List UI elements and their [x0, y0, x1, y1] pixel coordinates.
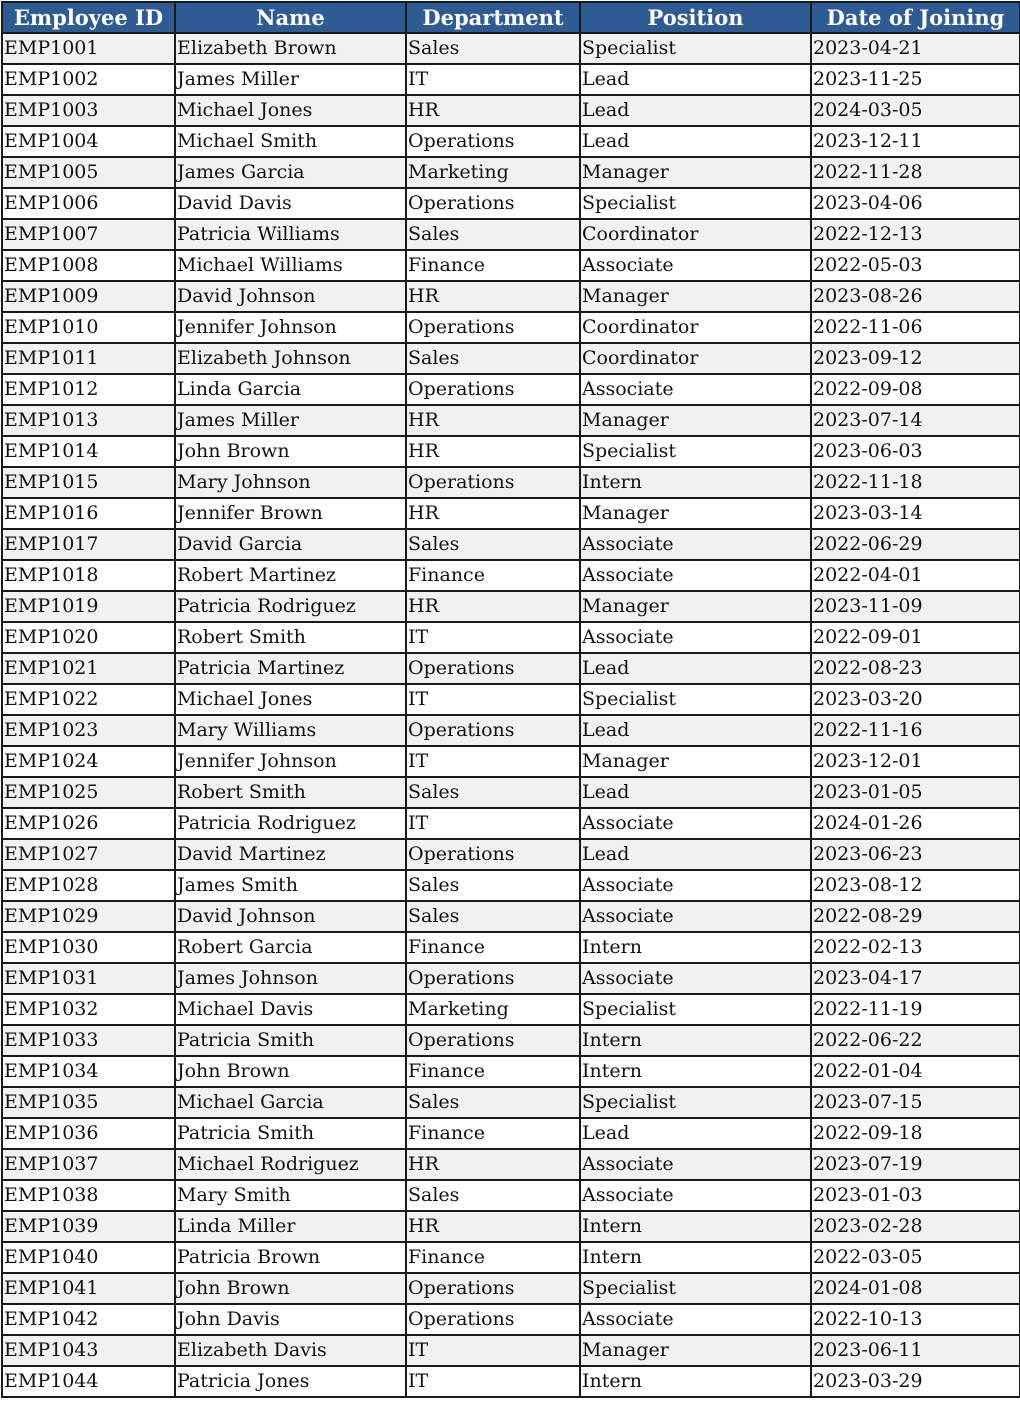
- date-of-joining-cell[interactable]: 2023-09-12: [811, 343, 1020, 374]
- table-row: [2, 746, 1020, 777]
- table-row: [2, 932, 1020, 963]
- name-cell[interactable]: Mary Johnson: [175, 467, 406, 498]
- date-of-joining-cell[interactable]: 2023-03-14: [811, 498, 1020, 529]
- table-row: [2, 343, 1020, 374]
- employee-id-cell[interactable]: EMP1011: [2, 343, 175, 374]
- table-body: [2, 33, 1020, 1397]
- department-cell[interactable]: IT: [406, 622, 580, 653]
- name-cell[interactable]: James Johnson: [175, 963, 406, 994]
- table-row: [2, 1149, 1020, 1180]
- name-cell[interactable]: Michael Smith: [175, 126, 406, 157]
- name-cell[interactable]: Elizabeth Davis: [175, 1335, 406, 1366]
- department-cell[interactable]: Finance: [406, 1118, 580, 1149]
- department-cell[interactable]: Marketing: [406, 157, 580, 188]
- department-cell[interactable]: Sales: [406, 1180, 580, 1211]
- table-row: [2, 560, 1020, 591]
- name-cell[interactable]: David Garcia: [175, 529, 406, 560]
- table-row: [2, 777, 1020, 808]
- name-cell[interactable]: David Johnson: [175, 281, 406, 312]
- table-row: [2, 312, 1020, 343]
- employee-id-cell[interactable]: EMP1021: [2, 653, 175, 684]
- date-of-joining-cell[interactable]: 2023-11-09: [811, 591, 1020, 622]
- date-of-joining-cell[interactable]: 2022-11-19: [811, 994, 1020, 1025]
- department-cell[interactable]: HR: [406, 591, 580, 622]
- employee-id-cell[interactable]: EMP1037: [2, 1149, 175, 1180]
- table-row: [2, 839, 1020, 870]
- department-cell[interactable]: Sales: [406, 219, 580, 250]
- department-cell[interactable]: Finance: [406, 560, 580, 591]
- date-of-joining-cell[interactable]: 2022-01-04: [811, 1056, 1020, 1087]
- department-cell[interactable]: Sales: [406, 901, 580, 932]
- employee-id-cell[interactable]: EMP1003: [2, 95, 175, 126]
- position-cell[interactable]: Lead: [580, 64, 811, 95]
- employee-id-cell[interactable]: EMP1013: [2, 405, 175, 436]
- date-of-joining-cell[interactable]: 2023-02-28: [811, 1211, 1020, 1242]
- table-row: [2, 1304, 1020, 1335]
- table-row: [2, 374, 1020, 405]
- name-cell[interactable]: James Garcia: [175, 157, 406, 188]
- position-cell[interactable]: Associate: [580, 250, 811, 281]
- position-cell[interactable]: Specialist: [580, 188, 811, 219]
- employee-id-cell[interactable]: EMP1043: [2, 1335, 175, 1366]
- position-cell[interactable]: Associate: [580, 1304, 811, 1335]
- table-row: [2, 281, 1020, 312]
- date-of-joining-cell[interactable]: 2023-01-03: [811, 1180, 1020, 1211]
- date-of-joining-cell[interactable]: 2024-01-08: [811, 1273, 1020, 1304]
- position-cell[interactable]: Coordinator: [580, 312, 811, 343]
- date-of-joining-cell[interactable]: 2022-06-29: [811, 529, 1020, 560]
- employee-id-cell[interactable]: EMP1001: [2, 33, 175, 64]
- header-employee-id[interactable]: Employee ID: [2, 2, 175, 33]
- name-cell[interactable]: Michael Jones: [175, 684, 406, 715]
- position-cell[interactable]: Manager: [580, 281, 811, 312]
- department-cell[interactable]: Operations: [406, 839, 580, 870]
- employee-id-cell[interactable]: EMP1030: [2, 932, 175, 963]
- table-row: [2, 467, 1020, 498]
- department-cell[interactable]: HR: [406, 281, 580, 312]
- department-cell[interactable]: Finance: [406, 250, 580, 281]
- name-cell[interactable]: Elizabeth Brown: [175, 33, 406, 64]
- table-row: [2, 963, 1020, 994]
- name-cell[interactable]: James Miller: [175, 64, 406, 95]
- name-cell[interactable]: Robert Garcia: [175, 932, 406, 963]
- employee-id-cell[interactable]: EMP1020: [2, 622, 175, 653]
- department-cell[interactable]: Finance: [406, 1242, 580, 1273]
- name-cell[interactable]: Patricia Martinez: [175, 653, 406, 684]
- name-cell[interactable]: Robert Smith: [175, 777, 406, 808]
- department-cell[interactable]: Finance: [406, 1056, 580, 1087]
- employee-id-cell[interactable]: EMP1033: [2, 1025, 175, 1056]
- department-cell[interactable]: Operations: [406, 963, 580, 994]
- position-cell[interactable]: Manager: [580, 1335, 811, 1366]
- employee-id-cell[interactable]: EMP1042: [2, 1304, 175, 1335]
- position-cell[interactable]: Associate: [580, 901, 811, 932]
- name-cell[interactable]: Jennifer Brown: [175, 498, 406, 529]
- name-cell[interactable]: Mary Smith: [175, 1180, 406, 1211]
- date-of-joining-cell[interactable]: 2022-12-13: [811, 219, 1020, 250]
- date-of-joining-cell[interactable]: 2022-11-28: [811, 157, 1020, 188]
- name-cell[interactable]: Michael Davis: [175, 994, 406, 1025]
- table-row: [2, 529, 1020, 560]
- position-cell[interactable]: Associate: [580, 963, 811, 994]
- employee-id-cell[interactable]: EMP1039: [2, 1211, 175, 1242]
- department-cell[interactable]: HR: [406, 1149, 580, 1180]
- employee-id-cell[interactable]: EMP1009: [2, 281, 175, 312]
- position-cell[interactable]: Associate: [580, 529, 811, 560]
- date-of-joining-cell[interactable]: 2022-11-06: [811, 312, 1020, 343]
- position-cell[interactable]: Manager: [580, 157, 811, 188]
- position-cell[interactable]: Intern: [580, 1025, 811, 1056]
- position-cell[interactable]: Specialist: [580, 436, 811, 467]
- employee-id-cell[interactable]: EMP1023: [2, 715, 175, 746]
- name-cell[interactable]: Michael Williams: [175, 250, 406, 281]
- employee-id-cell[interactable]: EMP1022: [2, 684, 175, 715]
- position-cell[interactable]: Intern: [580, 1211, 811, 1242]
- employee-id-cell[interactable]: EMP1024: [2, 746, 175, 777]
- position-cell[interactable]: Associate: [580, 808, 811, 839]
- date-of-joining-cell[interactable]: 2022-06-22: [811, 1025, 1020, 1056]
- employee-id-cell[interactable]: EMP1025: [2, 777, 175, 808]
- employee-id-cell[interactable]: EMP1010: [2, 312, 175, 343]
- department-cell[interactable]: Sales: [406, 777, 580, 808]
- position-cell[interactable]: Coordinator: [580, 219, 811, 250]
- name-cell[interactable]: Mary Williams: [175, 715, 406, 746]
- date-of-joining-cell[interactable]: 2022-08-23: [811, 653, 1020, 684]
- date-of-joining-cell[interactable]: 2022-09-08: [811, 374, 1020, 405]
- date-of-joining-cell[interactable]: 2023-11-25: [811, 64, 1020, 95]
- department-cell[interactable]: IT: [406, 746, 580, 777]
- department-cell[interactable]: Sales: [406, 529, 580, 560]
- table-row: [2, 219, 1020, 250]
- department-cell[interactable]: Operations: [406, 374, 580, 405]
- date-of-joining-cell[interactable]: 2023-04-17: [811, 963, 1020, 994]
- name-cell[interactable]: Linda Miller: [175, 1211, 406, 1242]
- name-cell[interactable]: Patricia Brown: [175, 1242, 406, 1273]
- employee-id-cell[interactable]: EMP1036: [2, 1118, 175, 1149]
- table-row: [2, 1242, 1020, 1273]
- position-cell[interactable]: Manager: [580, 591, 811, 622]
- table-row: [2, 994, 1020, 1025]
- employee-id-cell[interactable]: EMP1029: [2, 901, 175, 932]
- employee-id-cell[interactable]: EMP1041: [2, 1273, 175, 1304]
- date-of-joining-cell[interactable]: 2023-06-11: [811, 1335, 1020, 1366]
- department-cell[interactable]: Sales: [406, 33, 580, 64]
- department-cell[interactable]: Operations: [406, 715, 580, 746]
- name-cell[interactable]: Jennifer Johnson: [175, 312, 406, 343]
- department-cell[interactable]: HR: [406, 95, 580, 126]
- name-cell[interactable]: Patricia Rodriguez: [175, 591, 406, 622]
- table-row: [2, 188, 1020, 219]
- date-of-joining-cell[interactable]: 2023-07-14: [811, 405, 1020, 436]
- name-cell[interactable]: Michael Jones: [175, 95, 406, 126]
- table-row: [2, 1087, 1020, 1118]
- table-row: [2, 715, 1020, 746]
- name-cell[interactable]: Patricia Jones: [175, 1366, 406, 1397]
- date-of-joining-cell[interactable]: 2024-03-05: [811, 95, 1020, 126]
- position-cell[interactable]: Associate: [580, 622, 811, 653]
- position-cell[interactable]: Intern: [580, 932, 811, 963]
- department-cell[interactable]: Operations: [406, 467, 580, 498]
- department-cell[interactable]: Sales: [406, 343, 580, 374]
- position-cell[interactable]: Lead: [580, 715, 811, 746]
- date-of-joining-cell[interactable]: 2023-03-29: [811, 1366, 1020, 1397]
- position-cell[interactable]: Manager: [580, 405, 811, 436]
- department-cell[interactable]: Finance: [406, 932, 580, 963]
- position-cell[interactable]: Specialist: [580, 1273, 811, 1304]
- position-cell[interactable]: Associate: [580, 560, 811, 591]
- date-of-joining-cell[interactable]: 2023-08-26: [811, 281, 1020, 312]
- employee-id-cell[interactable]: EMP1038: [2, 1180, 175, 1211]
- employee-id-cell[interactable]: EMP1031: [2, 963, 175, 994]
- date-of-joining-cell[interactable]: 2023-06-23: [811, 839, 1020, 870]
- name-cell[interactable]: Patricia Williams: [175, 219, 406, 250]
- position-cell[interactable]: Associate: [580, 1149, 811, 1180]
- date-of-joining-cell[interactable]: 2023-04-06: [811, 188, 1020, 219]
- position-cell[interactable]: Specialist: [580, 1087, 811, 1118]
- employee-id-cell[interactable]: EMP1044: [2, 1366, 175, 1397]
- name-cell[interactable]: John Brown: [175, 1273, 406, 1304]
- name-cell[interactable]: John Brown: [175, 436, 406, 467]
- table-row: [2, 870, 1020, 901]
- position-cell[interactable]: Intern: [580, 1366, 811, 1397]
- position-cell[interactable]: Lead: [580, 839, 811, 870]
- date-of-joining-cell[interactable]: 2023-01-05: [811, 777, 1020, 808]
- date-of-joining-cell[interactable]: 2022-04-01: [811, 560, 1020, 591]
- table-row: [2, 250, 1020, 281]
- employee-id-cell[interactable]: EMP1007: [2, 219, 175, 250]
- employee-id-cell[interactable]: EMP1032: [2, 994, 175, 1025]
- date-of-joining-cell[interactable]: 2022-02-13: [811, 932, 1020, 963]
- employee-id-cell[interactable]: EMP1014: [2, 436, 175, 467]
- employee-id-cell[interactable]: EMP1034: [2, 1056, 175, 1087]
- employee-table: [1, 1, 1020, 1398]
- department-cell[interactable]: HR: [406, 436, 580, 467]
- department-cell[interactable]: Marketing: [406, 994, 580, 1025]
- employee-id-cell[interactable]: EMP1015: [2, 467, 175, 498]
- employee-id-cell[interactable]: EMP1012: [2, 374, 175, 405]
- table-row: [2, 1118, 1020, 1149]
- table-row: [2, 498, 1020, 529]
- table-row: [2, 1180, 1020, 1211]
- name-cell[interactable]: David Johnson: [175, 901, 406, 932]
- date-of-joining-cell[interactable]: 2022-10-13: [811, 1304, 1020, 1335]
- table-row: [2, 591, 1020, 622]
- date-of-joining-cell[interactable]: 2022-11-16: [811, 715, 1020, 746]
- name-cell[interactable]: John Brown: [175, 1056, 406, 1087]
- name-cell[interactable]: James Miller: [175, 405, 406, 436]
- name-cell[interactable]: John Davis: [175, 1304, 406, 1335]
- employee-id-cell[interactable]: EMP1005: [2, 157, 175, 188]
- position-cell[interactable]: Lead: [580, 126, 811, 157]
- position-cell[interactable]: Specialist: [580, 994, 811, 1025]
- employee-id-cell[interactable]: EMP1027: [2, 839, 175, 870]
- department-cell[interactable]: IT: [406, 64, 580, 95]
- department-cell[interactable]: HR: [406, 1211, 580, 1242]
- name-cell[interactable]: Linda Garcia: [175, 374, 406, 405]
- date-of-joining-cell[interactable]: 2023-08-12: [811, 870, 1020, 901]
- position-cell[interactable]: Lead: [580, 95, 811, 126]
- table-row: [2, 405, 1020, 436]
- table-row: [2, 1211, 1020, 1242]
- department-cell[interactable]: HR: [406, 405, 580, 436]
- table-row: [2, 1366, 1020, 1397]
- department-cell[interactable]: HR: [406, 498, 580, 529]
- employee-id-cell[interactable]: EMP1026: [2, 808, 175, 839]
- department-cell[interactable]: Operations: [406, 312, 580, 343]
- date-of-joining-cell[interactable]: 2022-03-05: [811, 1242, 1020, 1273]
- department-cell[interactable]: IT: [406, 1335, 580, 1366]
- department-cell[interactable]: Operations: [406, 126, 580, 157]
- department-cell[interactable]: Sales: [406, 1087, 580, 1118]
- header-position[interactable]: Position: [580, 2, 811, 33]
- table-row: [2, 622, 1020, 653]
- employee-id-cell[interactable]: EMP1017: [2, 529, 175, 560]
- position-cell[interactable]: Associate: [580, 374, 811, 405]
- name-cell[interactable]: Patricia Smith: [175, 1025, 406, 1056]
- employee-id-cell[interactable]: EMP1008: [2, 250, 175, 281]
- table-row: [2, 808, 1020, 839]
- department-cell[interactable]: Operations: [406, 1025, 580, 1056]
- position-cell[interactable]: Lead: [580, 777, 811, 808]
- table-row: [2, 1056, 1020, 1087]
- header-name[interactable]: Name: [175, 2, 406, 33]
- date-of-joining-cell[interactable]: 2023-06-03: [811, 436, 1020, 467]
- department-cell[interactable]: IT: [406, 684, 580, 715]
- employee-id-cell[interactable]: EMP1035: [2, 1087, 175, 1118]
- name-cell[interactable]: Robert Smith: [175, 622, 406, 653]
- department-cell[interactable]: Operations: [406, 1304, 580, 1335]
- employee-id-cell[interactable]: EMP1016: [2, 498, 175, 529]
- table-row: [2, 436, 1020, 467]
- table-row: [2, 901, 1020, 932]
- position-cell[interactable]: Associate: [580, 1180, 811, 1211]
- name-cell[interactable]: David Davis: [175, 188, 406, 219]
- name-cell[interactable]: Robert Martinez: [175, 560, 406, 591]
- table-row: [2, 126, 1020, 157]
- table-row: [2, 95, 1020, 126]
- position-cell[interactable]: Lead: [580, 1118, 811, 1149]
- department-cell[interactable]: Operations: [406, 188, 580, 219]
- header-department[interactable]: Department: [406, 2, 580, 33]
- date-of-joining-cell[interactable]: 2022-08-29: [811, 901, 1020, 932]
- table-row: [2, 684, 1020, 715]
- position-cell[interactable]: Coordinator: [580, 343, 811, 374]
- name-cell[interactable]: Michael Rodriguez: [175, 1149, 406, 1180]
- date-of-joining-cell[interactable]: 2023-07-15: [811, 1087, 1020, 1118]
- date-of-joining-cell[interactable]: 2023-07-19: [811, 1149, 1020, 1180]
- table-row: [2, 33, 1020, 64]
- position-cell[interactable]: Manager: [580, 498, 811, 529]
- department-cell[interactable]: Operations: [406, 1273, 580, 1304]
- employee-id-cell[interactable]: EMP1019: [2, 591, 175, 622]
- table-header: [2, 2, 1020, 33]
- position-cell[interactable]: Intern: [580, 1056, 811, 1087]
- employee-id-cell[interactable]: EMP1004: [2, 126, 175, 157]
- employee-id-cell[interactable]: EMP1018: [2, 560, 175, 591]
- table-row: [2, 1335, 1020, 1366]
- table-row: [2, 1273, 1020, 1304]
- position-cell[interactable]: Intern: [580, 467, 811, 498]
- header-date-of-joining[interactable]: Date of Joining: [811, 2, 1020, 33]
- name-cell[interactable]: Patricia Smith: [175, 1118, 406, 1149]
- position-cell[interactable]: Manager: [580, 746, 811, 777]
- name-cell[interactable]: Patricia Rodriguez: [175, 808, 406, 839]
- name-cell[interactable]: James Smith: [175, 870, 406, 901]
- date-of-joining-cell[interactable]: 2022-11-18: [811, 467, 1020, 498]
- department-cell[interactable]: Sales: [406, 870, 580, 901]
- table-row: [2, 653, 1020, 684]
- employee-id-cell[interactable]: EMP1028: [2, 870, 175, 901]
- table-row: [2, 157, 1020, 188]
- name-cell[interactable]: Elizabeth Johnson: [175, 343, 406, 374]
- date-of-joining-cell[interactable]: 2022-09-01: [811, 622, 1020, 653]
- date-of-joining-cell[interactable]: 2023-03-20: [811, 684, 1020, 715]
- position-cell[interactable]: Associate: [580, 870, 811, 901]
- department-cell[interactable]: IT: [406, 1366, 580, 1397]
- table-row: [2, 64, 1020, 95]
- date-of-joining-cell[interactable]: 2024-01-26: [811, 808, 1020, 839]
- header-row: [2, 2, 1020, 33]
- position-cell[interactable]: Intern: [580, 1242, 811, 1273]
- position-cell[interactable]: Specialist: [580, 33, 811, 64]
- employee-id-cell[interactable]: EMP1006: [2, 188, 175, 219]
- date-of-joining-cell[interactable]: 2023-12-11: [811, 126, 1020, 157]
- employee-id-cell[interactable]: EMP1002: [2, 64, 175, 95]
- department-cell[interactable]: Operations: [406, 653, 580, 684]
- department-cell[interactable]: IT: [406, 808, 580, 839]
- date-of-joining-cell[interactable]: 2023-04-21: [811, 33, 1020, 64]
- date-of-joining-cell[interactable]: 2022-05-03: [811, 250, 1020, 281]
- position-cell[interactable]: Specialist: [580, 684, 811, 715]
- employee-id-cell[interactable]: EMP1040: [2, 1242, 175, 1273]
- date-of-joining-cell[interactable]: 2022-09-18: [811, 1118, 1020, 1149]
- position-cell[interactable]: Lead: [580, 653, 811, 684]
- name-cell[interactable]: Jennifer Johnson: [175, 746, 406, 777]
- date-of-joining-cell[interactable]: 2023-12-01: [811, 746, 1020, 777]
- name-cell[interactable]: David Martinez: [175, 839, 406, 870]
- name-cell[interactable]: Michael Garcia: [175, 1087, 406, 1118]
- table-row: [2, 1025, 1020, 1056]
